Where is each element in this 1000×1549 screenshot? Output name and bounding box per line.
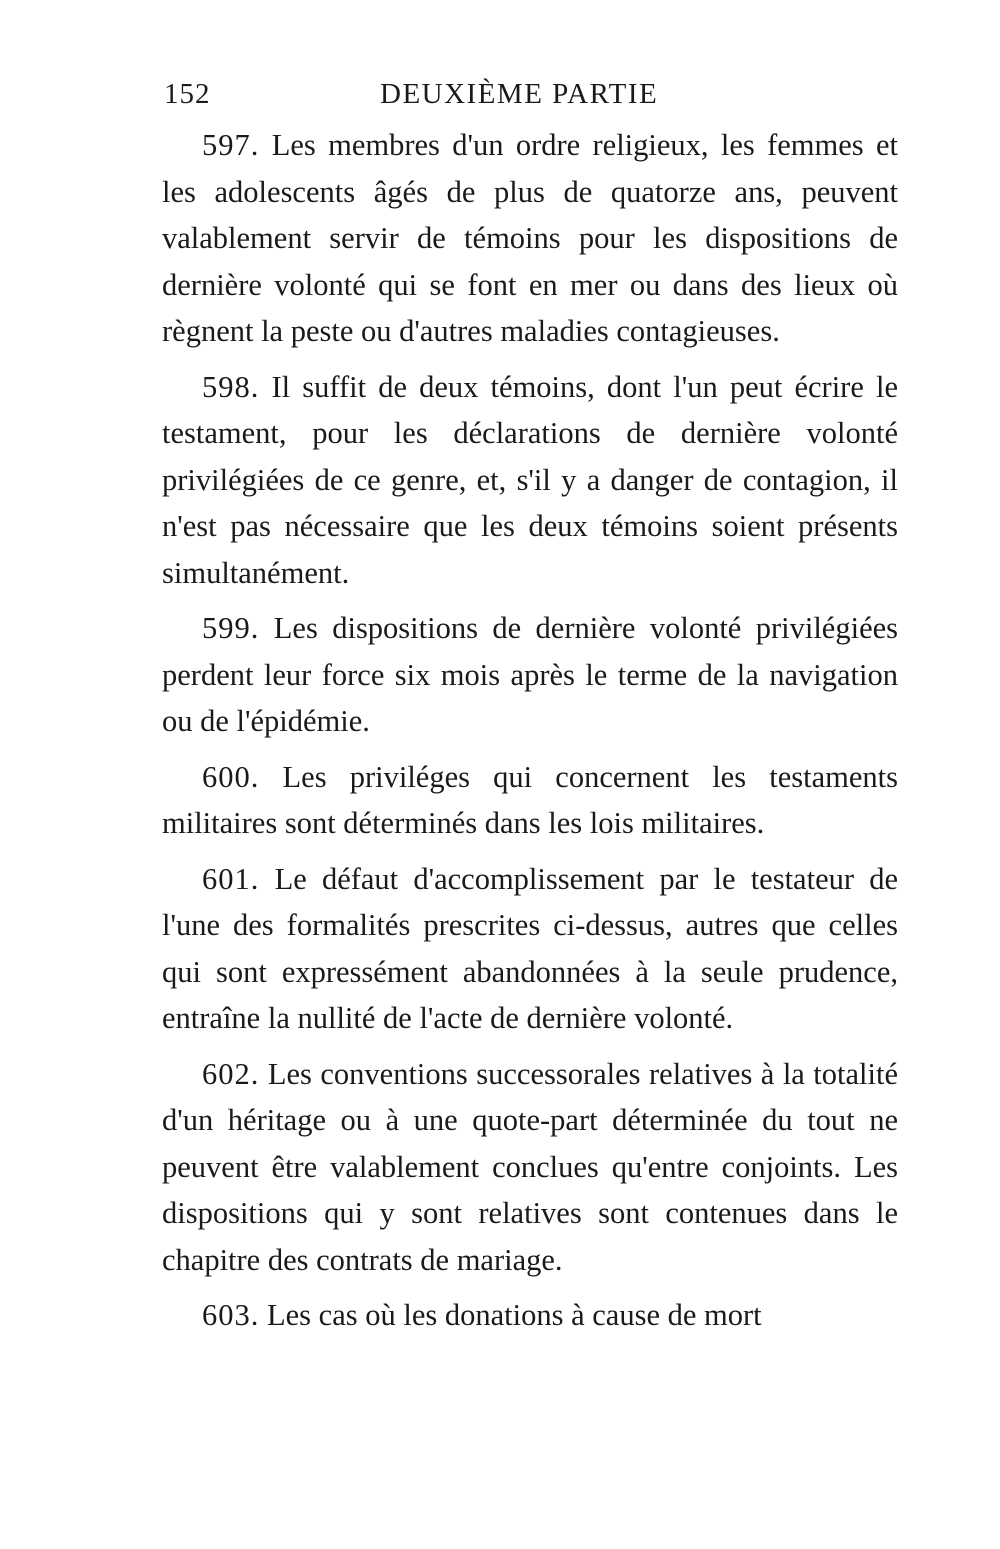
article-number: 599. [202, 611, 260, 645]
running-title: DEUXIÈME PARTIE [380, 78, 659, 110]
book-page [162, 70, 898, 1348]
article-number: 603. [202, 1298, 260, 1332]
article-text: Les dispositions de dernière volonté privilégiées perdent leur force six mois après le terme de la navigation ou de l'épidémie. [162, 611, 899, 738]
page-number: 152 [164, 78, 211, 110]
article-602 [162, 1051, 898, 1284]
article-text: Les conventions successorales relatives à la totalité d'un héritage ou à une quote-part déterminée du tout ne peuvent être valablement conclues qu'entre conjoints. Les dispositions qui y sont relatives sont contenues dans le chapitre des contrats de mariage. [162, 1056, 899, 1277]
article-text: Les cas où les donations à cause de mort [267, 1298, 762, 1332]
article-number: 601. [202, 861, 260, 896]
article-number: 600. [202, 759, 260, 794]
article-number: 602. [202, 1056, 260, 1091]
article-601 [162, 856, 898, 1042]
running-header [162, 70, 898, 122]
article-number: 598. [202, 369, 260, 404]
article-text: Il suffit de deux témoins, dont l'un peut écrire le testament, pour les déclarations de dernière volonté privilégiées de ce genre, et, s'il y a danger de contagion, il n'est pas nécessaire que les deux témoins soient présents simultanément. [162, 369, 899, 590]
article-597 [162, 122, 898, 355]
article-number: 597. [202, 128, 260, 162]
article-600 [162, 754, 898, 847]
article-603 [162, 1292, 898, 1339]
article-598 [162, 364, 898, 597]
article-text: Les membres d'un ordre religieux, les femmes et les adolescents âgés de plus de quatorze ans, peuvent valablement servir de témoins pour les dispositions de dernière volonté qui se font en mer ou dans des lieux où règnent la peste ou d'autres maladies contagieuses. [162, 128, 898, 348]
article-text: Le défaut d'accomplissement par le testateur de l'une des formalités prescrites ci-dessus, autres que celles qui sont expressément abandonnées à la seule prudence, entraîne la nullité de l'acte de dernière volonté. [162, 861, 898, 1035]
article-599 [162, 605, 898, 745]
article-text: Les priviléges qui concernent les testaments militaires sont déterminés dans les lois militaires. [162, 759, 898, 840]
